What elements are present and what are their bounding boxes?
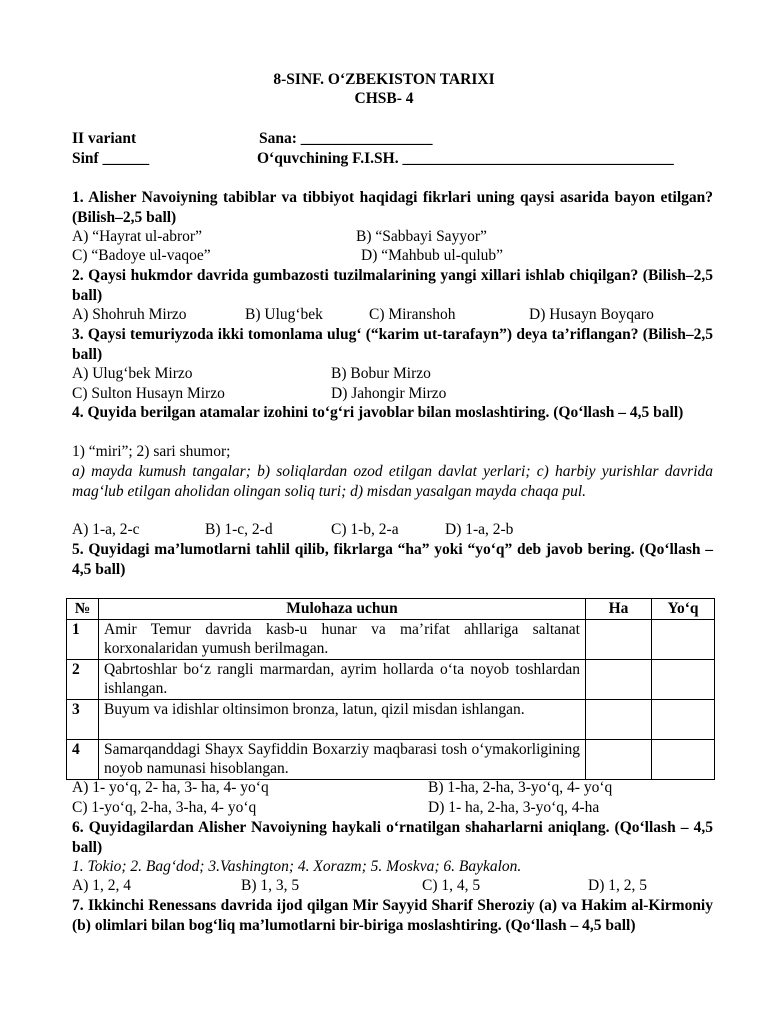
question-2: 2. Qaysi hukmdor davrida gumbazosti tuzilmalarining yangi xillari ishlab chiqilgan? (Bilish–2,5 ball)	[72, 267, 713, 304]
row-statement: Qabrtoshlar bo‘z rangli marmardan, ayrim hollarda o‘ta noyob toshlardan ishlangan.	[99, 659, 586, 699]
q3-option-a: A) Ulug‘bek Mirzo	[72, 365, 193, 382]
q5-option-a: A) 1- yo‘q, 2- ha, 3- ha, 4- yo‘q	[72, 779, 269, 796]
question-4: 4. Quyida berilgan atamalar izohini to‘g‘ri javoblar bilan moslashtiring. (Qo‘llash – 4,5 ball)	[72, 404, 684, 421]
q2-option-b: B) Ulug‘bek	[245, 306, 323, 323]
table-row	[67, 619, 715, 659]
q5-option-b: B) 1-ha, 2-ha, 3-yo‘q, 4- yo‘q	[428, 779, 613, 796]
q5-statements-table	[66, 598, 715, 780]
row-statement: Samarqanddagi Shayx Sayfiddin Boxarziy maqbarasi tosh o‘ymakorligining noyob namunasi hisoblangan.	[99, 739, 586, 779]
question-6: 6. Quyidagilardan Alisher Navoiyning haykali o‘rnatilgan shaharlarni aniqlang. (Qo‘llash – 4,5 ball)	[72, 819, 713, 856]
q4-option-c: C) 1-b, 2-a	[331, 521, 399, 538]
row-number: 2	[67, 659, 99, 699]
yes-answer-cell[interactable]	[586, 619, 652, 659]
table-row	[67, 739, 715, 779]
q6-option-b: B) 1, 3, 5	[241, 877, 300, 894]
student-name-field: O‘quvchining F.I.SH. ___________________________________	[257, 150, 674, 167]
row-number: 1	[67, 619, 99, 659]
q4-definitions: a) mayda kumush tangalar; b) soliqlardan ozod etilgan davlat yerlari; c) harbiy yurishlar davrida mag‘lub etilgan aholidan olingan soliq turi; d) misdan yasalgan mayda chaqa pul.	[72, 463, 713, 500]
q1-option-c: C) “Badoye ul-vaqoe”	[72, 247, 211, 264]
q1-option-d: D) “Mahbub ul-qulub”	[361, 247, 504, 264]
yes-answer-cell[interactable]	[586, 699, 652, 739]
q3-option-c: C) Sulton Husayn Mirzo	[72, 385, 225, 402]
variant-label: II variant	[72, 130, 137, 147]
q2-option-c: C) Miranshoh	[369, 306, 456, 323]
q6-option-c: C) 1, 4, 5	[422, 877, 481, 894]
table-header-row	[67, 599, 715, 620]
yes-answer-cell[interactable]	[586, 659, 652, 699]
question-3: 3. Qaysi temuriyzoda ikki tomonlama ulug‘ (“karim ut-tarafayn”) deya ta’riflangan? (Bilish–2,5 ball)	[72, 326, 713, 363]
col-header-number: №	[67, 599, 99, 620]
date-field: Sana: _________________	[259, 130, 433, 147]
row-statement: Amir Temur davrida kasb-u hunar va ma’rifat ahllariga saltanat korxonalaridan yumush berilmagan.	[99, 619, 586, 659]
q1-option-b: B) “Sabbayi Sayyor”	[356, 228, 487, 245]
row-number: 3	[67, 699, 99, 739]
q5-option-c: C) 1-yo‘q, 2-ha, 3-ha, 4- yo‘q	[72, 799, 257, 816]
q2-option-a: A) Shohruh Mirzo	[72, 306, 187, 323]
q6-option-a: A) 1, 2, 4	[72, 877, 131, 894]
no-answer-cell[interactable]	[652, 659, 715, 699]
class-field: Sinf ______	[72, 150, 150, 167]
row-statement: Buyum va idishlar oltinsimon bronza, latun, qizil misdan ishlangan.	[99, 699, 586, 739]
q6-option-d: D) 1, 2, 5	[588, 877, 647, 894]
q4-option-a: A) 1-a, 2-c	[72, 521, 140, 538]
question-7: 7. Ikkinchi Renessans davrida ijod qilgan Mir Sayyid Sharif Sheroziy (a) va Hakim al-Kirmoniy (b) olimlari bilan bog‘liq ma’lumotlarni bir-biriga moslashtiring. (Qo‘llash – 4,5 ball)	[72, 897, 713, 934]
no-answer-cell[interactable]	[652, 699, 715, 739]
table-row	[67, 659, 715, 699]
question-1: 1. Alisher Navoiyning tabiblar va tibbiyot haqidagi fikrlari uning qaysi asarida bayon etilgan? (Bilish–2,5 ball)	[72, 189, 713, 226]
worksheet-subtitle: CHSB- 4	[354, 90, 414, 107]
col-header-yes: Ha	[586, 599, 652, 620]
no-answer-cell[interactable]	[652, 619, 715, 659]
worksheet-title: 8-SINF. O‘ZBEKISTON TARIXI	[273, 71, 495, 88]
q4-terms: 1) “miri”; 2) sari shumor;	[72, 443, 231, 460]
q4-option-b: B) 1-c, 2-d	[205, 521, 273, 538]
no-answer-cell[interactable]	[652, 739, 715, 779]
col-header-no: Yo‘q	[652, 599, 715, 620]
yes-answer-cell[interactable]	[586, 739, 652, 779]
row-number: 4	[67, 739, 99, 779]
q4-option-d: D) 1-a, 2-b	[445, 521, 514, 538]
q1-option-a: A) “Hayrat ul-abror”	[72, 228, 202, 245]
q6-city-list: 1. Tokio; 2. Bag‘dod; 3.Vashington; 4. Xorazm; 5. Moskva; 6. Baykalon.	[72, 858, 522, 875]
q3-option-b: B) Bobur Mirzo	[331, 365, 431, 382]
table-row	[67, 699, 715, 739]
q3-option-d: D) Jahongir Mirzo	[331, 385, 447, 402]
q5-option-d: D) 1- ha, 2-ha, 3-yo‘q, 4-ha	[428, 799, 600, 816]
col-header-statement: Mulohaza uchun	[99, 599, 586, 620]
q2-option-d: D) Husayn Boyqaro	[529, 306, 654, 323]
question-5: 5. Quyidagi ma’lumotlarni tahlil qilib, fikrlarga “ha” yoki “yo‘q” deb javob bering. (Qo‘llash – 4,5 ball)	[72, 541, 713, 578]
